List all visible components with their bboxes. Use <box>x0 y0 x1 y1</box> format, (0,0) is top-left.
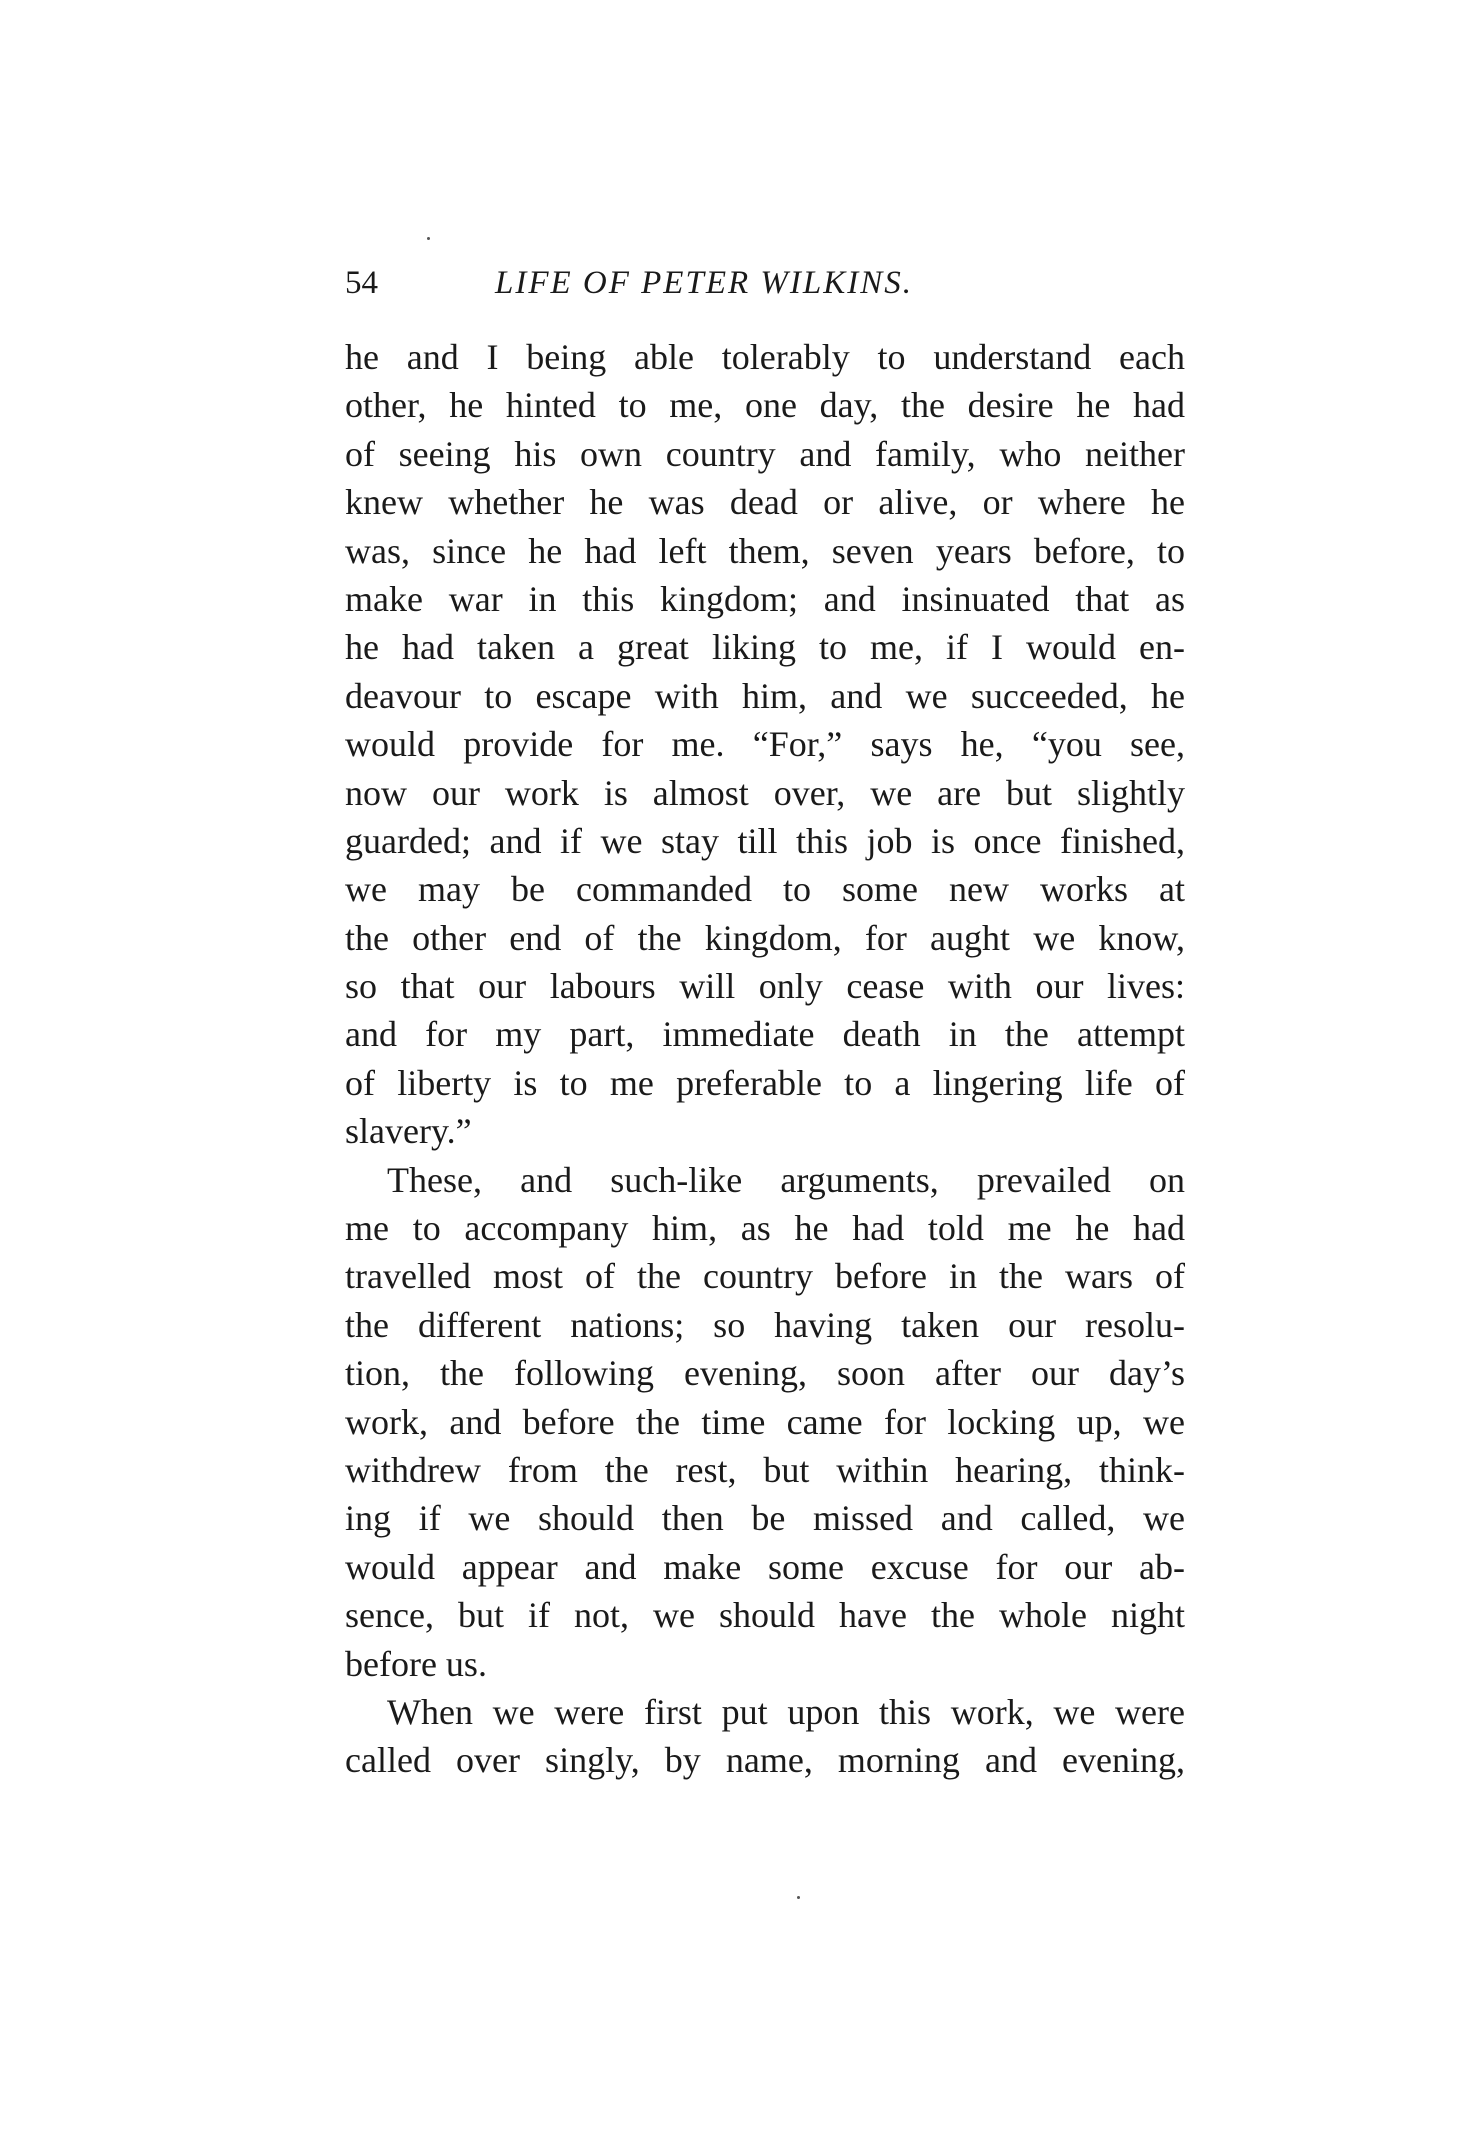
text-line: withdrew from the rest, but within hearing, think- <box>345 1449 1185 1490</box>
text-line: tion, the following evening, soon after our day’s <box>345 1353 1185 1394</box>
text-line: sence, but if not, we should have the whole night <box>345 1595 1185 1636</box>
text-line: deavour to escape with him, and we succeeded, he <box>345 675 1185 716</box>
text-line: was, since he had left them, seven years before, to <box>345 530 1185 571</box>
paragraph-start-line: When we were first put upon this work, we were <box>387 1691 1185 1732</box>
text-line: work, and before the time came for locking up, we <box>345 1401 1185 1442</box>
text-line: he had taken a great liking to me, if I would en- <box>345 627 1185 668</box>
running-title: LIFE OF PETER WILKINS. <box>495 265 913 301</box>
text-line: of liberty is to me preferable to a lingering life of <box>345 1062 1185 1103</box>
text-line: called over singly, by name, morning and evening, <box>345 1740 1185 1781</box>
text-line: would provide for me. “For,” says he, “you see, <box>345 724 1185 765</box>
text-line: other, he hinted to me, one day, the desire he had <box>345 385 1185 426</box>
text-line: travelled most of the country before in the wars of <box>345 1256 1185 1297</box>
text-line: he and I being able tolerably to understand each <box>345 337 1185 377</box>
text-line: of seeing his own country and family, who neither <box>345 433 1185 474</box>
text-line: and for my part, immediate death in the attempt <box>345 1014 1185 1055</box>
text-line: make war in this kingdom; and insinuated that as <box>345 578 1185 619</box>
paragraph-start-line: These, and such-like arguments, prevailed on <box>387 1159 1185 1200</box>
text-line: ing if we should then be missed and called, we <box>345 1498 1185 1539</box>
text-line: the different nations; so having taken our resolu- <box>345 1304 1185 1345</box>
text-line: knew whether he was dead or alive, or where he <box>345 482 1185 523</box>
page-number: 54 <box>345 265 378 301</box>
text-line: would appear and make some excuse for our ab- <box>345 1546 1185 1587</box>
text-line: so that our labours will only cease with our lives: <box>345 966 1185 1007</box>
text-line: the other end of the kingdom, for aught we know, <box>345 917 1185 958</box>
page-header <box>345 265 1185 313</box>
text-line: we may be commanded to some new works at <box>345 869 1185 910</box>
print-speck <box>427 237 430 240</box>
text-line: me to accompany him, as he had told me he had <box>345 1208 1185 1249</box>
paragraph-end-line: before us. <box>345 1643 487 1684</box>
body-text <box>345 333 1185 1785</box>
text-line: guarded; and if we stay till this job is once finished, <box>345 820 1185 861</box>
paragraph-end-line: slavery.” <box>345 1111 472 1152</box>
text-line: now our work is almost over, we are but slightly <box>345 772 1185 813</box>
print-speck <box>797 1896 800 1899</box>
